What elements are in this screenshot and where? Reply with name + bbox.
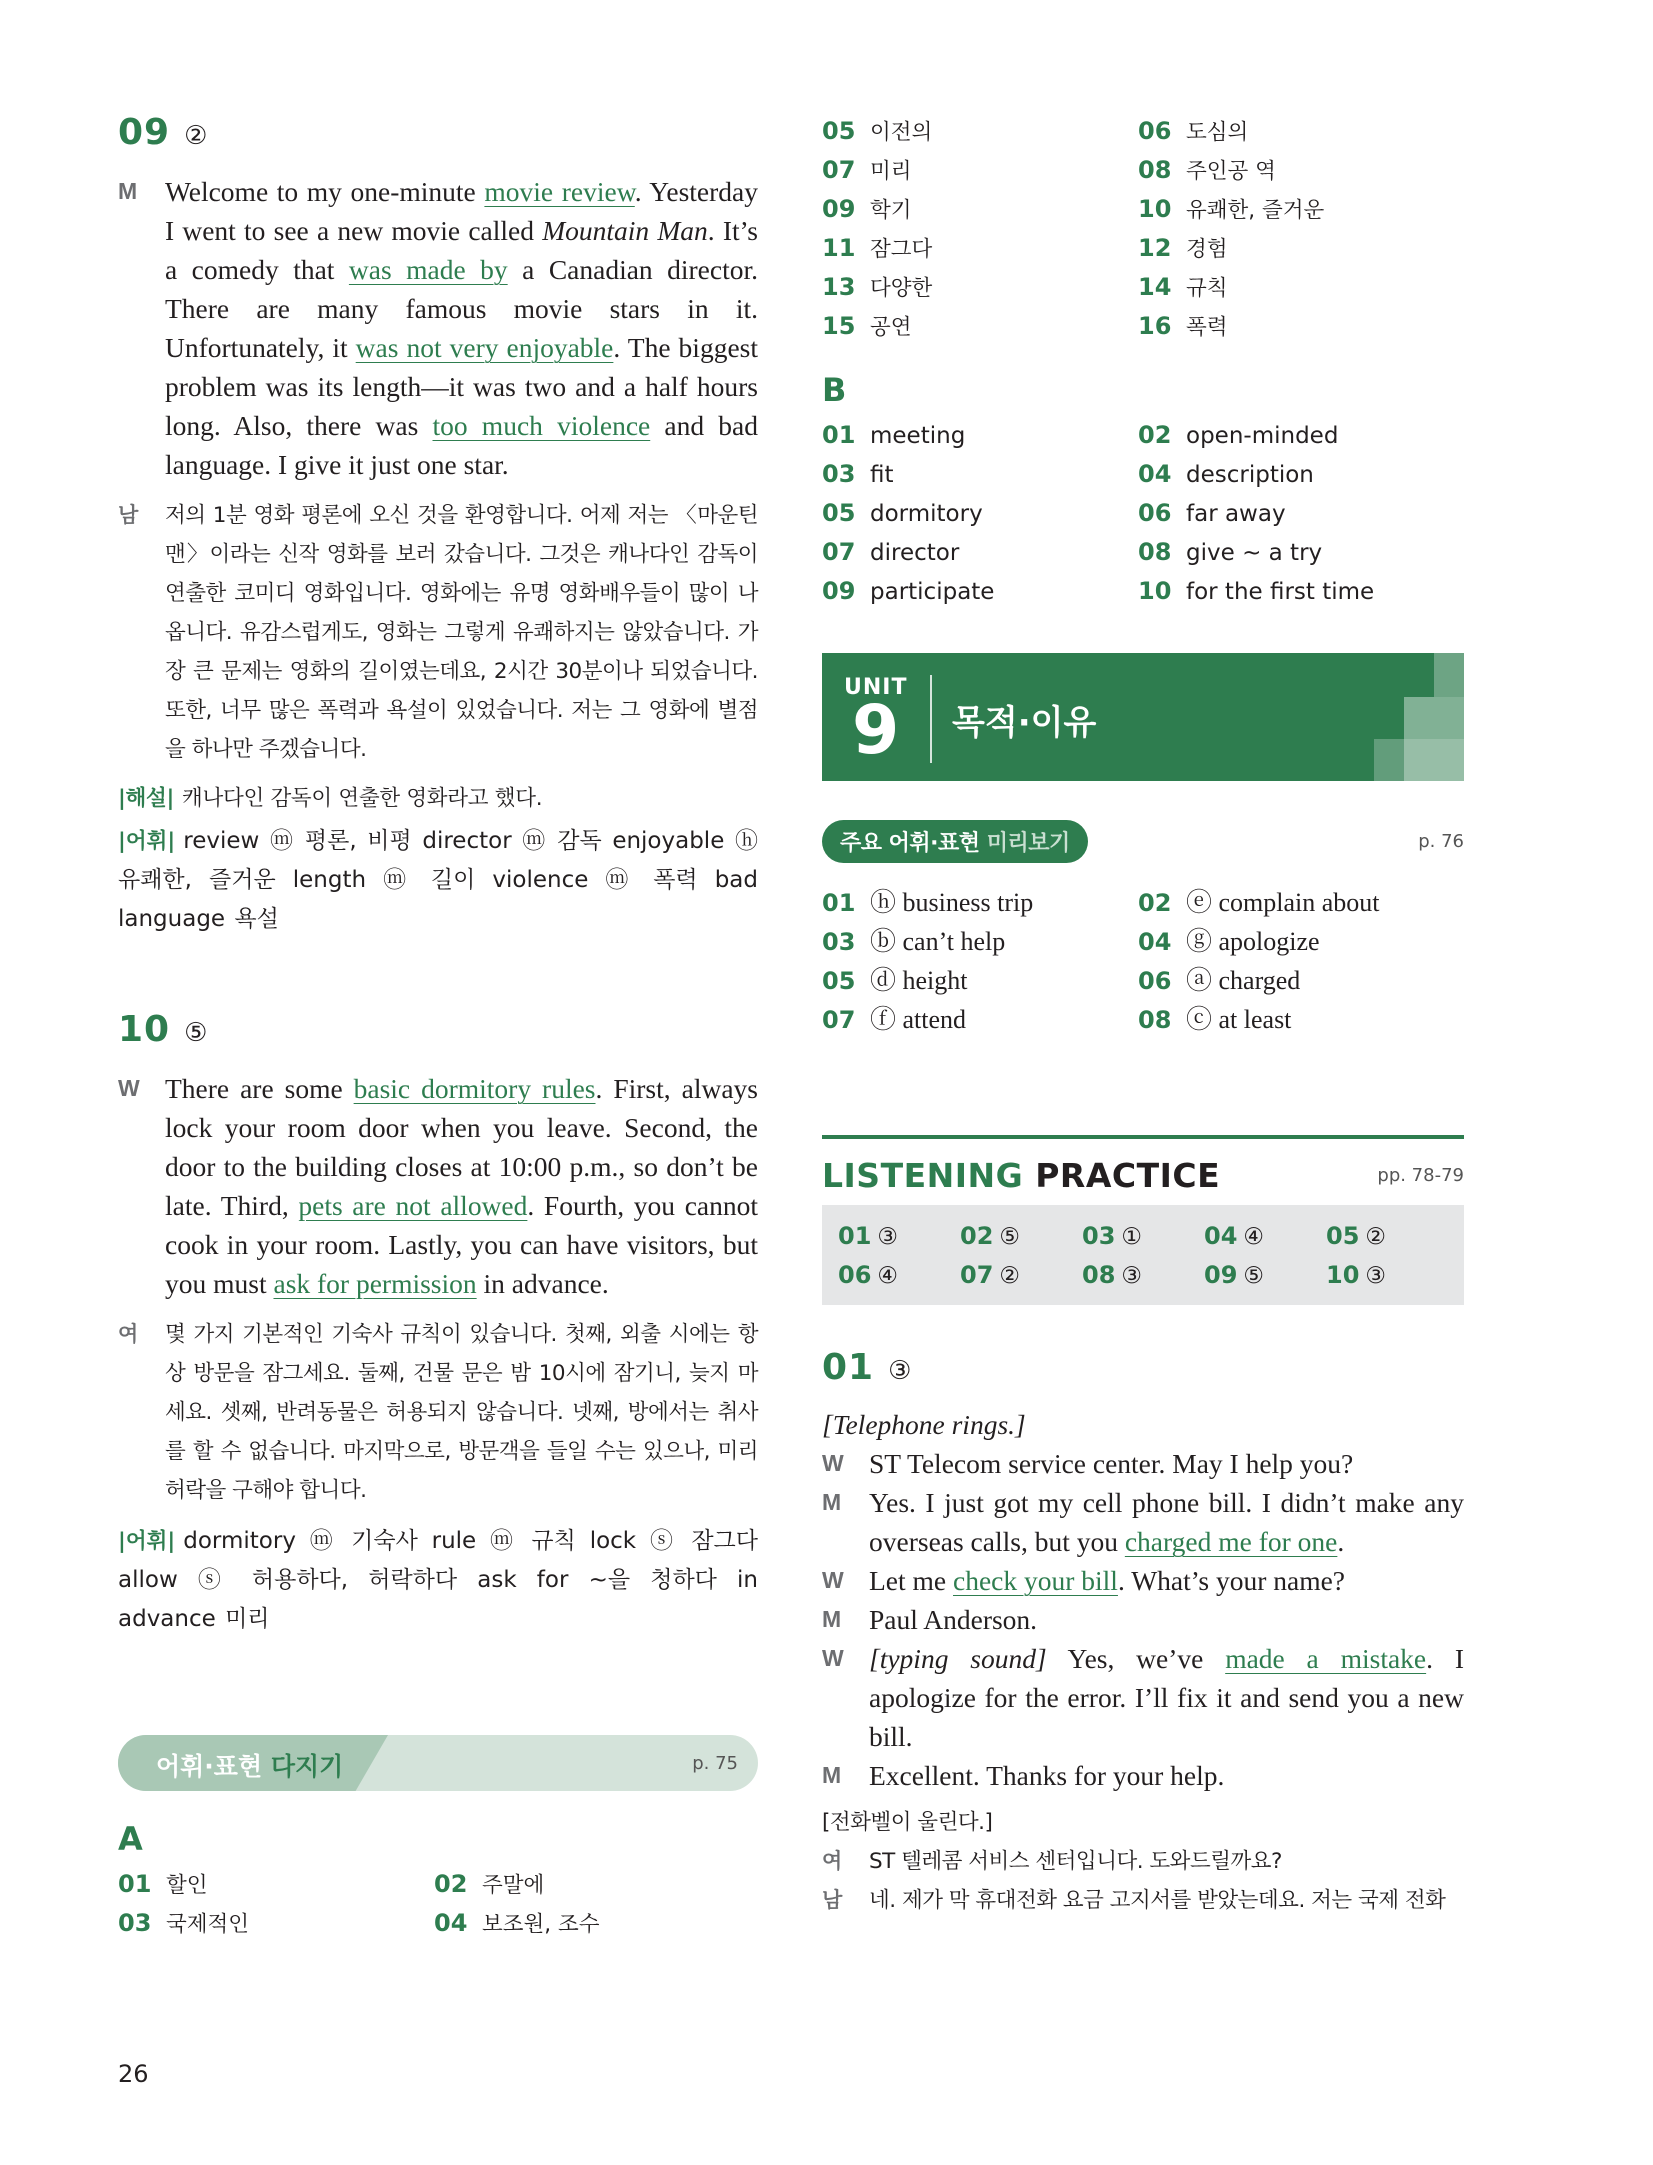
speaker-label: M xyxy=(822,1489,842,1515)
speaker-label: M xyxy=(822,1606,842,1632)
section-a-letter: A xyxy=(118,1820,143,1858)
item-value: 규칙 xyxy=(1186,276,1228,301)
item-number: 01 xyxy=(118,1870,152,1898)
listening-title-b: PRACTICE xyxy=(1035,1155,1221,1195)
speaker-label: M xyxy=(822,1762,842,1788)
item-value: far away xyxy=(1186,501,1286,527)
listening-title-a: LISTENING xyxy=(822,1155,1036,1195)
section-a-list xyxy=(118,1865,758,1943)
item-number: 09 xyxy=(822,577,856,605)
answer-key-item xyxy=(960,1256,1082,1295)
item-number: 02 xyxy=(960,1222,994,1250)
korean-translation-09 xyxy=(118,496,758,769)
text-run: There are some xyxy=(165,1073,354,1104)
listening-title xyxy=(822,1156,1220,1195)
korean-dialogue-lines xyxy=(822,1842,1464,1920)
italic-text: [typing sound] xyxy=(869,1643,1047,1674)
text-run: Let me xyxy=(869,1565,953,1596)
dialogue-lines xyxy=(822,1444,1464,1795)
list-item xyxy=(1138,190,1464,229)
stage-direction: [Telephone rings.] xyxy=(822,1409,1026,1440)
answer-blank: too much violence xyxy=(432,410,651,441)
item-value: 미리 xyxy=(870,159,912,184)
text-run: Yes, we’ve xyxy=(1046,1643,1226,1674)
item-number: 16 xyxy=(1138,312,1172,340)
answer-key-item xyxy=(1082,1256,1204,1295)
speaker-label: 남 xyxy=(118,503,139,527)
item-value: fit xyxy=(870,462,894,488)
list-item xyxy=(1138,307,1464,346)
answer-mark: ② xyxy=(999,1263,1021,1289)
item-number: 08 xyxy=(1138,1006,1172,1034)
answer-blank: was not very enjoyable xyxy=(355,332,614,363)
item-number: 07 xyxy=(822,156,856,184)
item-value: 할인 xyxy=(166,1873,208,1898)
text-run: . xyxy=(1337,1526,1345,1557)
item-value: meeting xyxy=(870,423,966,449)
item-number: 08 xyxy=(1082,1261,1116,1289)
text-run: . Fourth, you cannot cook in your room. Lastly, you can have visitors, but you must xyxy=(165,1190,758,1299)
korean-dialogue-line xyxy=(822,1881,1464,1920)
unit-number: 9 xyxy=(852,691,900,770)
item-value: 주인공 역 xyxy=(1186,159,1276,184)
list-item xyxy=(1138,455,1464,494)
answer-mark: ③ xyxy=(888,1356,912,1386)
item-number: 06 xyxy=(1138,967,1172,995)
answer-key-item xyxy=(960,1217,1082,1256)
answer-key-item xyxy=(1082,1217,1204,1256)
item-value: 보조원, 조수 xyxy=(482,1912,600,1937)
list-item xyxy=(822,229,1138,268)
dialogue-line xyxy=(822,1483,1464,1561)
preview-title-b: 미리보기 xyxy=(986,830,1070,856)
list-item xyxy=(434,1865,758,1904)
answer-key-item xyxy=(1204,1217,1326,1256)
list-item xyxy=(822,190,1138,229)
item-value: 주말에 xyxy=(482,1873,545,1898)
answer-mark: ④ xyxy=(877,1263,899,1289)
page-number: 26 xyxy=(118,2060,149,2088)
list-item xyxy=(1138,1000,1464,1039)
unit-banner xyxy=(822,653,1464,781)
explanation-text: 캐나다인 감독이 연출한 영화라고 했다. xyxy=(182,786,543,811)
korean-translation-10 xyxy=(118,1315,758,1510)
line-text xyxy=(869,1444,1464,1483)
listening-practice-header xyxy=(822,1135,1464,1205)
item-value: for the first time xyxy=(1186,579,1375,605)
item-number: 05 xyxy=(822,117,856,145)
item-number: 02 xyxy=(1138,889,1172,917)
item-value: ⓓ height xyxy=(870,966,968,995)
speaker-label: W xyxy=(822,1450,844,1476)
answer-key-item xyxy=(1204,1256,1326,1295)
list-item xyxy=(822,1000,1138,1039)
item-number: 05 xyxy=(822,499,856,527)
answer-mark: ② xyxy=(1365,1224,1387,1250)
right-column xyxy=(822,112,1464,1920)
line-text: ST 텔레콤 서비스 센터입니다. 도와드릴까요? xyxy=(869,1849,1282,1874)
preview-title-a: 주요 어휘·표현 xyxy=(840,830,987,856)
answer-mark: ⑤ xyxy=(999,1224,1021,1250)
item-value: 폭력 xyxy=(1186,315,1228,340)
list-item xyxy=(822,494,1138,533)
item-value: 국제적인 xyxy=(166,1912,250,1937)
list-item xyxy=(822,307,1138,346)
page-reference: pp. 78-79 xyxy=(1377,1164,1464,1186)
item-number: 01 xyxy=(838,1222,872,1250)
text-run: . It’s a comedy that xyxy=(165,215,758,285)
text-run: ST Telecom service center. May I help you? xyxy=(869,1448,1354,1479)
list-item xyxy=(1138,922,1464,961)
text-run: in advance. xyxy=(476,1268,609,1299)
list-item xyxy=(822,416,1138,455)
text-run: . What’s your name? xyxy=(1117,1565,1346,1596)
item-value: director xyxy=(870,540,960,566)
item-number: 01 xyxy=(822,889,856,917)
list-item xyxy=(1138,883,1464,922)
line-text: 네. 제가 막 휴대전화 요금 고지서를 받았는데요. 저는 국제 전화 xyxy=(869,1888,1446,1913)
decor-square xyxy=(1404,697,1464,739)
item-number: 06 xyxy=(838,1261,872,1289)
answer-mark: ③ xyxy=(1121,1263,1143,1289)
english-passage xyxy=(165,172,758,484)
list-item xyxy=(1138,268,1464,307)
item-number: 10 xyxy=(1138,195,1172,223)
item-value: 유쾌한, 즐거운 xyxy=(1186,198,1325,223)
unit-title: 목적·이유 xyxy=(952,703,1097,743)
answer-mark: ① xyxy=(1121,1224,1143,1250)
item-number: 09 xyxy=(1204,1261,1238,1289)
item-value: 공연 xyxy=(870,315,912,340)
item-value: ⓕ attend xyxy=(870,1005,967,1034)
item-number: 14 xyxy=(1138,273,1172,301)
section-b-list xyxy=(822,416,1464,611)
korean-dialogue-line xyxy=(822,1842,1464,1881)
speaker-label: 남 xyxy=(822,1888,843,1912)
item-value: ⓒ at least xyxy=(1186,1005,1292,1034)
answer-blank: ask for permission xyxy=(273,1268,477,1299)
item-number: 04 xyxy=(1204,1222,1238,1250)
line-text xyxy=(869,1639,1464,1756)
item-value: open-minded xyxy=(1186,423,1339,449)
dialogue-line xyxy=(822,1756,1464,1795)
item-number: 04 xyxy=(1138,460,1172,488)
item-value: dormitory xyxy=(870,501,983,527)
item-number: 08 xyxy=(1138,156,1172,184)
banner-title-a: 어휘·표현 xyxy=(156,1752,271,1781)
item-value: 잠그다 xyxy=(870,237,933,262)
korean-passage: 몇 가지 기본적인 기숙사 규칙이 있습니다. 첫째, 외출 시에는 항상 방문을 잠그세요. 둘째, 건물 문은 밤 10시에 잠기니, 늦지 마세요. 셋째, 반려동물은 허용되지 않습니다. 넷째, 방에서는 취사를 할 수 없습니다. 마지막으로, 방문객을 들일 수는 있으나, 미리 허락을 구해야 합니다. xyxy=(165,1322,758,1503)
list-item xyxy=(822,151,1138,190)
list-item xyxy=(1138,112,1464,151)
item-number: 10 xyxy=(1326,1261,1360,1289)
question-09-header xyxy=(118,112,758,162)
answer-blank: check your bill xyxy=(953,1565,1118,1596)
text-run: Excellent. Thanks for your help. xyxy=(869,1760,1225,1791)
item-number: 07 xyxy=(822,1006,856,1034)
english-passage xyxy=(165,1069,758,1303)
answer-key-item xyxy=(838,1217,960,1256)
item-value: ⓖ apologize xyxy=(1186,927,1320,956)
answer-mark: ④ xyxy=(1243,1224,1265,1250)
vocabulary-10 xyxy=(118,1522,758,1639)
italic-text: Mountain Man xyxy=(542,215,708,246)
preview-title xyxy=(822,820,1088,863)
answer-blank: movie review xyxy=(484,176,635,207)
answer-mark: ⑤ xyxy=(1243,1263,1265,1289)
section-b-letter: B xyxy=(822,371,847,409)
vocabulary-text: review ⓜ 평론, 비평 director ⓜ 감독 enjoyable ⓗ 유쾌한, 즐거운 length ⓜ 길이 violence ⓜ 폭력 bad language 욕설 xyxy=(118,828,758,932)
item-number: 06 xyxy=(1138,117,1172,145)
speaker-label: M xyxy=(118,178,138,204)
line-text xyxy=(869,1600,1464,1639)
item-value: description xyxy=(1186,462,1314,488)
text-run: Yes. I just got my cell phone bill. I didn’t make any overseas calls, but you xyxy=(869,1487,1464,1557)
preview-header xyxy=(822,819,1464,863)
section-a-list-continued xyxy=(822,112,1464,346)
list-item xyxy=(822,883,1138,922)
answer-key-item xyxy=(1326,1256,1448,1295)
item-number: 05 xyxy=(1326,1222,1360,1250)
list-item xyxy=(822,112,1138,151)
item-number: 02 xyxy=(1138,421,1172,449)
item-number: 05 xyxy=(822,967,856,995)
line-text xyxy=(869,1483,1464,1561)
item-number: 09 xyxy=(822,195,856,223)
item-number: 03 xyxy=(822,928,856,956)
item-number: 12 xyxy=(1138,234,1172,262)
list-item xyxy=(118,1865,434,1904)
vocabulary-label: |어휘| xyxy=(118,1529,176,1554)
line-text xyxy=(869,1561,1464,1600)
banner-title xyxy=(156,1747,343,1783)
item-number: 03 xyxy=(822,460,856,488)
item-number: 07 xyxy=(960,1261,994,1289)
item-value: 이전의 xyxy=(870,120,933,145)
decor-square xyxy=(1374,739,1404,781)
item-value: ⓐ charged xyxy=(1186,966,1301,995)
dialogue-line xyxy=(822,1639,1464,1756)
item-number: 02 xyxy=(434,1870,468,1898)
vocab-section-banner xyxy=(118,1735,758,1791)
unit-label: UNIT xyxy=(844,675,908,700)
list-item xyxy=(434,1904,758,1943)
speaker-label: 여 xyxy=(118,1322,139,1346)
question-number: 01 xyxy=(822,1347,875,1388)
answer-mark: ② xyxy=(184,121,208,151)
unit-divider xyxy=(930,675,932,763)
answer-mark: ⑤ xyxy=(184,1018,208,1048)
item-number: 07 xyxy=(822,538,856,566)
text-run: Paul Anderson. xyxy=(869,1604,1038,1635)
vocabulary-09 xyxy=(118,822,758,939)
korean-stage-direction: [전화벨이 울린다.] xyxy=(822,1810,993,1835)
english-script-10 xyxy=(118,1069,758,1303)
vocabulary-label: |어휘| xyxy=(118,829,176,854)
preview-list xyxy=(822,883,1464,1039)
text-run: . Yesterday I went to see a new movie called xyxy=(165,176,758,246)
item-number: 15 xyxy=(822,312,856,340)
item-value: ⓑ can’t help xyxy=(870,927,1006,956)
item-value: 경험 xyxy=(1186,237,1228,262)
list-item xyxy=(1138,416,1464,455)
question-number: 10 xyxy=(118,1009,171,1050)
item-value: give ~ a try xyxy=(1186,540,1323,566)
explanation-09 xyxy=(118,779,758,818)
item-number: 08 xyxy=(1138,538,1172,566)
speaker-label: W xyxy=(118,1075,140,1101)
question-01-header xyxy=(822,1347,1464,1397)
item-value: ⓔ complain about xyxy=(1186,888,1380,917)
left-column xyxy=(118,112,758,1943)
item-number: 13 xyxy=(822,273,856,301)
answer-blank: charged me for one xyxy=(1124,1526,1338,1557)
text-run: . I apologize for the error. I’ll fix it and send you a new bill. xyxy=(869,1643,1464,1752)
item-number: 06 xyxy=(1138,499,1172,527)
list-item xyxy=(822,268,1138,307)
item-number: 04 xyxy=(1138,928,1172,956)
item-number: 04 xyxy=(434,1909,468,1937)
list-item xyxy=(822,533,1138,572)
answer-key-box xyxy=(822,1205,1464,1305)
text-run: and bad language. I give it just one star. xyxy=(165,410,758,480)
list-item xyxy=(1138,494,1464,533)
text-run: . First, always lock your room door when you leave. Second, the door to the building closes at 10:00 p.m., so don’t be late. Third, xyxy=(165,1073,758,1221)
list-item xyxy=(822,922,1138,961)
speaker-label: W xyxy=(822,1567,844,1593)
item-number: 03 xyxy=(118,1909,152,1937)
item-number: 03 xyxy=(1082,1222,1116,1250)
list-item xyxy=(1138,229,1464,268)
list-item xyxy=(1138,961,1464,1000)
speaker-label: 여 xyxy=(822,1849,843,1873)
text-run: Welcome to my one-minute xyxy=(165,176,485,207)
answer-blank: was made by xyxy=(348,254,508,285)
decor-square xyxy=(1434,653,1464,697)
answer-blank: pets are not allowed xyxy=(298,1190,528,1221)
list-item xyxy=(118,1904,434,1943)
page-reference: p. 75 xyxy=(692,1753,738,1774)
list-item xyxy=(1138,533,1464,572)
item-number: 10 xyxy=(1138,577,1172,605)
item-value: participate xyxy=(870,579,995,605)
speaker-label: W xyxy=(822,1645,844,1671)
text-run: a Canadian director. There are many famous movie stars in it. Unfortunately, it xyxy=(165,254,758,363)
list-item xyxy=(1138,572,1464,611)
item-value: 학기 xyxy=(870,198,912,223)
answer-blank: basic dormitory rules xyxy=(353,1073,596,1104)
dialogue-line xyxy=(822,1444,1464,1483)
banner-title-b: 다지기 xyxy=(270,1752,344,1781)
list-item xyxy=(822,455,1138,494)
question-10-header xyxy=(118,1009,758,1059)
decor-square xyxy=(1404,739,1464,781)
answer-mark: ③ xyxy=(1365,1263,1387,1289)
list-item xyxy=(822,961,1138,1000)
line-text xyxy=(869,1756,1464,1795)
list-item xyxy=(822,572,1138,611)
dialogue-line xyxy=(822,1561,1464,1600)
page-reference: p. 76 xyxy=(1418,830,1464,852)
question-number: 09 xyxy=(118,112,171,153)
item-value: 도심의 xyxy=(1186,120,1249,145)
explanation-label: |해설| xyxy=(118,786,175,811)
item-value: ⓗ business trip xyxy=(870,888,1034,917)
answer-mark: ③ xyxy=(877,1224,899,1250)
answer-key-item xyxy=(838,1256,960,1295)
list-item xyxy=(1138,151,1464,190)
vocabulary-text: dormitory ⓜ 기숙사 rule ⓜ 규칙 lock ⓢ 잠그다 allow ⓢ 허용하다, 허락하다 ask for ~을 청하다 in advance 미리 xyxy=(118,1528,758,1632)
item-value: 다양한 xyxy=(870,276,933,301)
korean-passage: 저의 1분 영화 평론에 오신 것을 환영합니다. 어제 저는 〈마운틴맨〉이라는 신작 영화를 보러 갔습니다. 그것은 캐나다인 감독이 연출한 코미디 영화입니다. 영화에는 유명 영화배우들이 많이 나옵니다. 유감스럽게도, 영화는 그렇게 유쾌하지는 않았습니다. 가장 큰 문제는 영화의 길이였는데요, 2시간 30분이나 되었습니다. 또한, 너무 많은 폭력과 욕설이 있었습니다. 저는 그 영화에 별점을 하나만 주겠습니다. xyxy=(165,503,758,762)
answer-blank: made a mistake xyxy=(1225,1643,1427,1674)
item-number: 11 xyxy=(822,234,856,262)
text-run: . The biggest problem was its length—it was two and a half hours long. Also, there was xyxy=(165,332,758,441)
dialogue-line xyxy=(822,1600,1464,1639)
item-number: 01 xyxy=(822,421,856,449)
english-script-09 xyxy=(118,172,758,484)
answer-key-item xyxy=(1326,1217,1448,1256)
